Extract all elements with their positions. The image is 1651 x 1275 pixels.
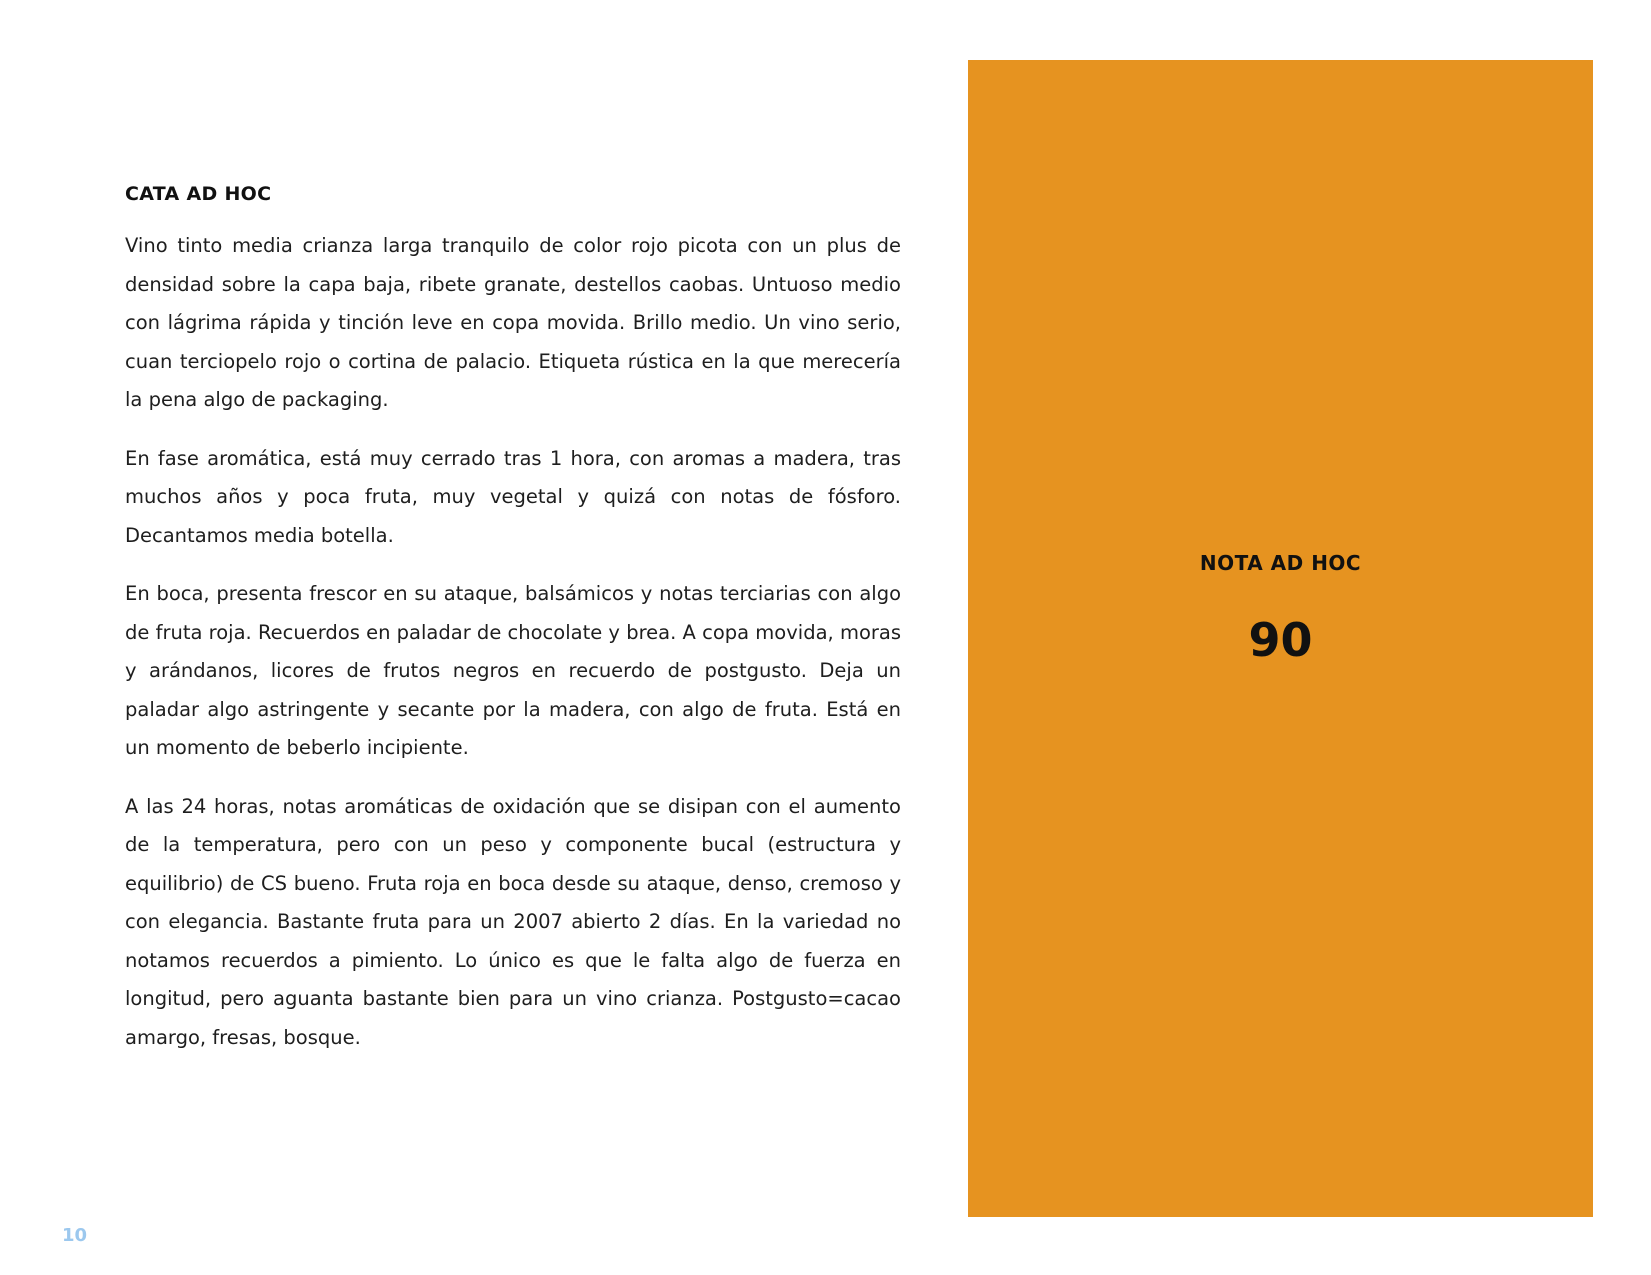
score-label: NOTA AD HOC (1199, 551, 1362, 575)
section-title: CATA AD HOC (125, 183, 272, 205)
score-value: 90 (1248, 613, 1313, 667)
paragraph-24-hours: A las 24 horas, notas aromáticas de oxidación que se disipan con el aumento de la temperatura, pero con un peso y componente bucal (estructura y equilibrio) de CS bueno. Fruta roja en boca desde su ataque, denso, cremoso y con elegancia. Bastante fruta para un 2007 abierto 2 días. En la variedad no notamos recuerdos a pimiento. Lo único es que le falta algo de fuerza en longitud, pero aguanta bastante bien para un vino crianza. Postgusto=cacao amargo, fresas, bosque. (125, 794, 901, 1049)
paragraph-aroma: En fase aromática, está muy cerrado tras 1 hora, con aromas a madera, tras muchos años y poca fruta, muy vegetal y quizá con notas de fósforo. Decantamos media botella. (125, 446, 901, 547)
score-panel (968, 60, 1593, 1217)
tasting-notes-column (125, 183, 901, 1077)
page-number: 10 (62, 1225, 88, 1246)
paragraph-appearance: Vino tinto media crianza larga tranquilo de color rojo picota con un plus de densidad sobre la capa baja, ribete granate, destellos caobas. Untuoso medio con lágrima rápida y tinción leve en copa movida. Brillo medio. Un vino serio, cuan terciopelo rojo o cortina de palacio. Etiqueta rústica en la que merecería la pena algo de packaging. (125, 234, 901, 411)
paragraph-palate: En boca, presenta frescor en su ataque, balsámicos y notas terciarias con algo de fruta roja. Recuerdos en paladar de chocolate y brea. A copa movida, moras y arándanos, licores de frutos negros en recuerdo de postgusto. Deja un paladar algo astringente y secante por la madera, con algo de fruta. Está en un momento de beberlo incipiente. (125, 582, 901, 759)
